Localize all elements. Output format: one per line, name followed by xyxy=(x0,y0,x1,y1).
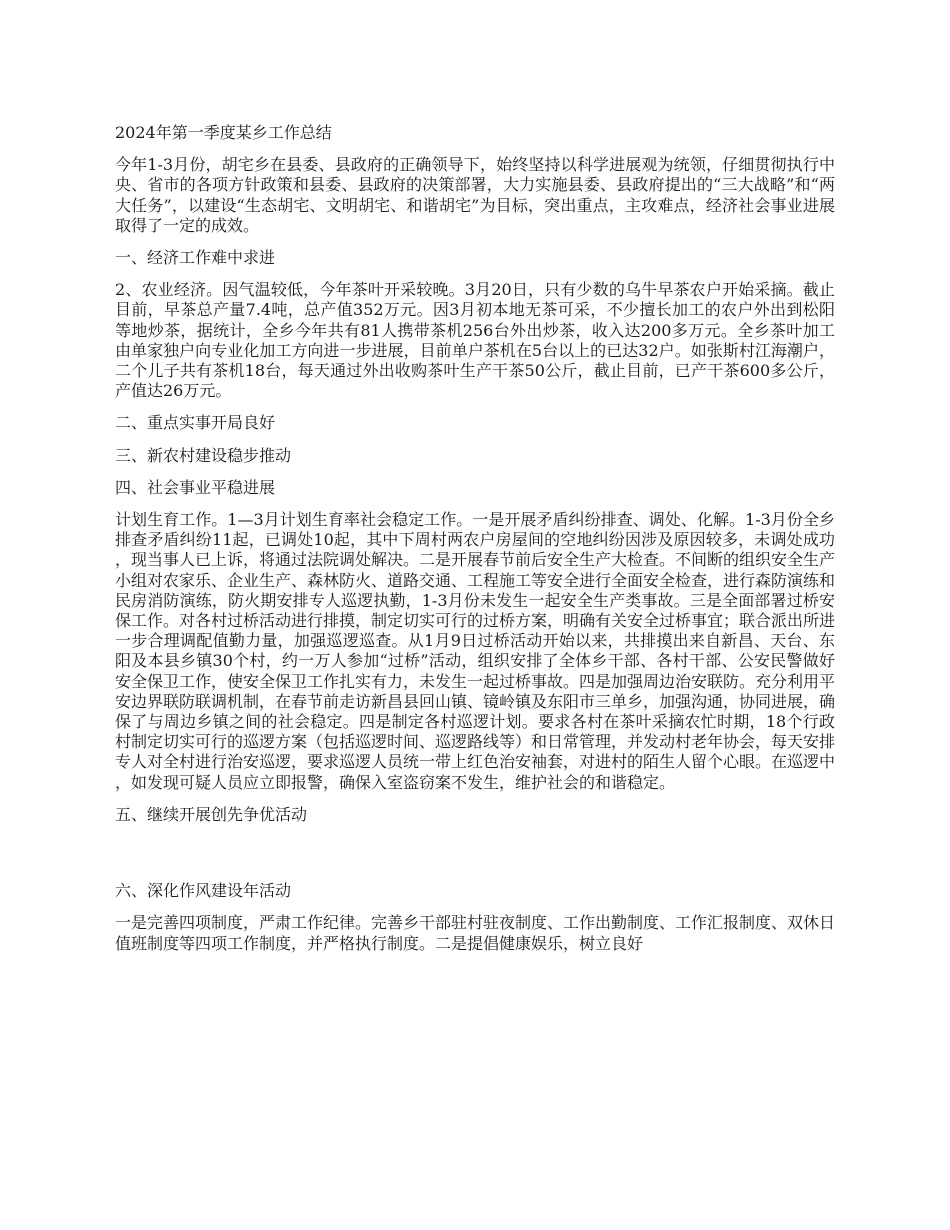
agriculture-paragraph: 2、农业经济。因气温较低，今年茶叶开采较晚。3月20日，只有少数的乌牛早茶农户开始采摘。截止目前，早茶总产量7.4吨，总产值352万元。因3月初本地无茶可采，不少擅长加工的农户外出到松阳等地炒茶，据统计，全乡今年共有81人携带茶机256台外出炒茶，收入达200多万元。全乡茶叶加工由单家独户向专业化加工方向进一步进展，目前单户茶机在5台以上的已达32户。如张斯村江海潮户，二个儿子共有茶机18台，每天通过外出收购茶叶生产干茶50公斤，截止目前，已产干茶600多公斤，产值达26万元。 xyxy=(115,280,835,401)
social-affairs-paragraph: 计划生育工作。1—3月计划生育率社会稳定工作。一是开展矛盾纠纷排查、调处、化解。1-3月份全乡排查矛盾纠纷11起，已调处10起，其中下周村两农户房屋间的空地纠纷因涉及原因较多，未调处成功，现当事人已上诉，将通过法院调处解决。二是开展春节前后安全生产大检查。不间断的组织安全生产小组对农家乐、企业生产、森林防火、道路交通、工程施工等安全进行全面安全检查，进行森防演练和民房消防演练，防火期安排专人巡逻执勤，1-3月份未发生一起安全生产类事故。三是全面部署过桥安保工作。对各村过桥活动进行排摸，制定切实可行的过桥方案，明确有关安全过桥事宜；联合派出所进一步合理调配值勤力量，加强巡逻巡查。从1月9日过桥活动开始以来，共排摸出来自新昌、天台、东阳及本县乡镇30个村，约一万人参加“过桥”活动，组织安排了全体乡干部、各村干部、公安民警做好安全保卫工作，使安全保卫工作扎实有力，未发生一起过桥事故。四是加强周边治安联防。充分利用平安边界联防联调机制，在春节前走访新昌县回山镇、镜岭镇及东阳市三单乡，加强沟通，协同进展，确保了与周边乡镇之间的社会稳定。四是制定各村巡逻计划。要求各村在茶叶采摘农忙时期，18个行政村制定切实可行的巡逻方案（包括巡逻时间、巡逻路线等）和日常管理，并发动村老年协会，每天安排专人对全村进行治安巡逻，要求巡逻人员统一带上红色治安袖套，对进村的陌生人留个心眼。在巡逻中，如发现可疑人员应立即报警，确保入室盗窃案不发生，维护社会的和谐稳定。 xyxy=(115,510,836,792)
section-heading-economy: 一、经济工作难中求进 xyxy=(115,248,276,268)
section-heading-excellence: 五、继续开展创先争优活动 xyxy=(115,804,308,824)
blank-gap xyxy=(115,837,835,881)
section-heading-social-affairs: 四、社会事业平稳进展 xyxy=(115,477,276,497)
section-heading-work-style: 六、深化作风建设年活动 xyxy=(115,881,292,901)
intro-paragraph: 今年1-3月份，胡宅乡在县委、县政府的正确领导下，始终坚持以科学进展观为统领，仔细贯彻执行中央、省市的各项方针政策和县委、县政府的决策部署，大力实施县委、县政府提出的“三大战略”和“两大任务”，以建设“生态胡宅、文明胡宅、和谐胡宅”为目标，突出重点，主攻难点，经济社会事业进展取得了一定的成效。 xyxy=(115,155,835,235)
document-title: 2024年第一季度某乡工作总结 xyxy=(115,123,332,142)
work-style-paragraph: 一是完善四项制度，严肃工作纪律。完善乡干部驻村驻夜制度、工作出勤制度、工作汇报制度、双休日值班制度等四项工作制度，并严格执行制度。二是提倡健康娱乐，树立良好 xyxy=(115,913,836,953)
section-heading-key-projects: 二、重点实事开局良好 xyxy=(115,413,276,433)
document-body xyxy=(115,123,835,966)
section-heading-new-countryside: 三、新农村建设稳步推动 xyxy=(115,445,292,465)
